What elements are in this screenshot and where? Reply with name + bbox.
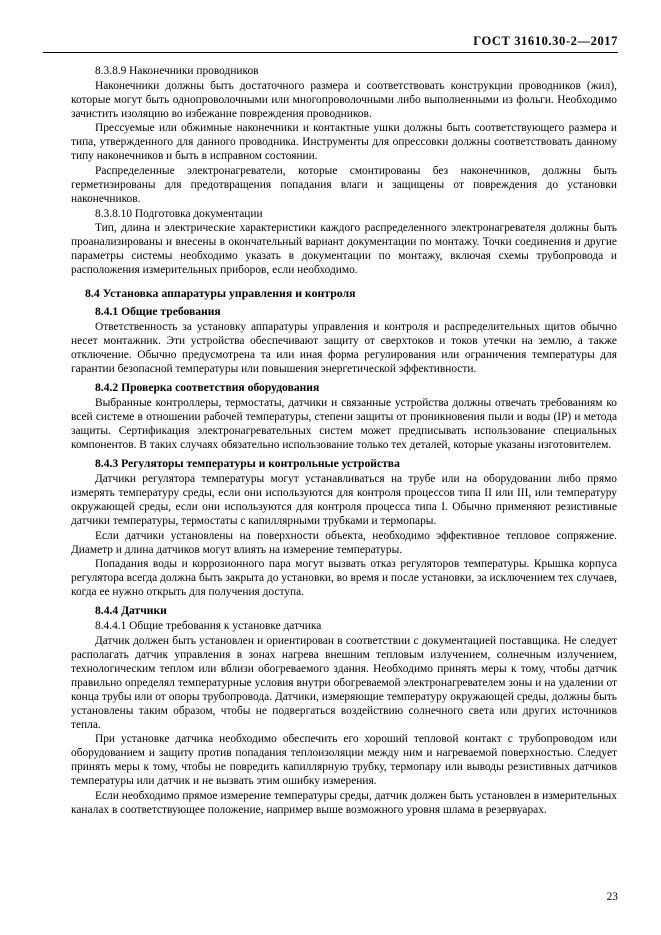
section-heading-8-4-3: 8.4.3 Регуляторы температуры и контрольные устройства (95, 457, 400, 470)
section-heading-8-4-4-1: 8.4.4.1 Общие требования к установке датчика (95, 620, 322, 632)
section-heading-8-4-4: 8.4.4 Датчики (95, 604, 167, 617)
header-divider (43, 52, 618, 53)
section-heading-8-4-2: 8.4.2 Проверка соответствия оборудования (95, 381, 320, 394)
section-heading-8-4: 8.4 Установка аппаратуры управления и контроля (85, 286, 356, 300)
paragraph: Если необходимо прямое измерение температуры среды, датчик должен быть установлен в измерительных каналах в соответствующее положение, например выше возможного уровня шлама в резервуарах. (71, 789, 617, 816)
paragraph: При установке датчика необходимо обеспечить его хороший тепловой контакт с трубопроводом или оборудованием и защиту против попадания теплоизоляции между ним и нагреваемой поверхностью. Следует принять меры к тому, чтобы не повредить капиллярную трубку, термопару или выводы резистивных датчиков температуры или датчик и не вызвать этим ошибку измерения. (71, 733, 617, 787)
paragraph: Ответственность за установку аппаратуры управления и контроля и распределительных щитов обычно несет монтажник. Эти устройства обеспечивают защиту от сверхтоков и токов утечки на землю, а также отключение. Обычно предусмотрена та или иная форма регулирования или ограничения температуры для гарантии безопасной температуры или повышения энергетической эффективности. (71, 321, 617, 375)
document-body (71, 63, 617, 817)
section-heading-8-4-1: 8.4.1 Общие требования (95, 305, 221, 318)
section-heading-8-3-8-10: 8.3.8.10 Подготовка документации (95, 207, 263, 220)
paragraph: Прессуемые или обжимные наконечники и контактные ушки должны быть соответствующего размера и типа, утвержденного для данного проводника. Инструменты для опрессовки должны соответствовать данному типу наконечников и быть в исправном состоянии. (71, 122, 617, 162)
paragraph: Попадания воды и коррозионного пара могут вызвать отказ регуляторов температуры. Крышка корпуса регулятора всегда должна быть закрыта до установки, во время и после установки, за исключением тех случаев, когда ее нужно открыть для получения доступа. (71, 558, 617, 598)
paragraph: Выбранные контроллеры, термостаты, датчики и связанные устройства должны отвечать требованиям ко всей системе в отношении рабочей температуры, степени защиты от проникновения пыли и воды (IP) и метода защиты. Сертификация электронагревательных систем может предписывать использование специальных компонентов. В таких случаях обязательно использование только тех деталей, которые указаны изготовителем. (71, 397, 617, 451)
section-heading-8-3-8-9: 8.3.8.9 Наконечники проводников (95, 65, 259, 77)
paragraph: Тип, длина и электрические характеристики каждого распределенного электронагревателя должны быть проанализированы и внесены в окончательный вариант документации по монтажу. Точки соединения и другие параметры системы необходимо указать в документации по монтажу, включая схемы трубопровода и расположения измерительных приборов, если необходимо. (71, 222, 617, 276)
paragraph: Датчики регулятора температуры могут устанавливаться на трубе или на оборудовании либо прямо измерять температуру среды, если они используются для контроля процессов типа II или III, или температуру окружающей среды, если они используются для контроля процесса типа I. Обычно применяют резистивные датчики температуры, термостаты с капиллярными трубками и термопары. (71, 473, 617, 527)
paragraph: Если датчики установлены на поверхности объекта, необходимо эффективное тепловое сопряжение. Диаметр и длина датчиков могут влиять на измерение температуры. (71, 529, 617, 556)
page-number: 23 (606, 891, 618, 903)
paragraph: Распределенные электронагреватели, которые смонтированы без наконечников, должны быть герметизированы для предотвращения попадания влаги и защищены от повреждения до установки наконечников. (71, 164, 617, 205)
paragraph: Датчик должен быть установлен и ориентирован в соответствии с документацией поставщика. Не следует располагать датчик управления в зонах нагрева внешним тепловым излучением, солнечным излучением, технологическим теплом или вблизи обогреваемого здания. Необходимо принять меры к тому, чтобы датчик правильно определял температурные условия внутри обогреваемой электронагревателем зоны и на удалении от конца трубы или от опоры трубопровода. Датчики, измеряющие температуру окружающей среды, должны быть установлены таким образом, чтобы не подвергаться воздействию солнечного света или других источников тепла. (71, 634, 617, 731)
paragraph: Наконечники должны быть достаточного размера и соответствовать конструкции проводников (жил), которые могут быть однопроволочными или многопроволочными либо выполненными из фольги. Необходимо зачистить изоляцию во избежание повреждения проводников. (71, 79, 617, 120)
page-header: ГОСТ 31610.30-2—2017 (473, 34, 618, 48)
